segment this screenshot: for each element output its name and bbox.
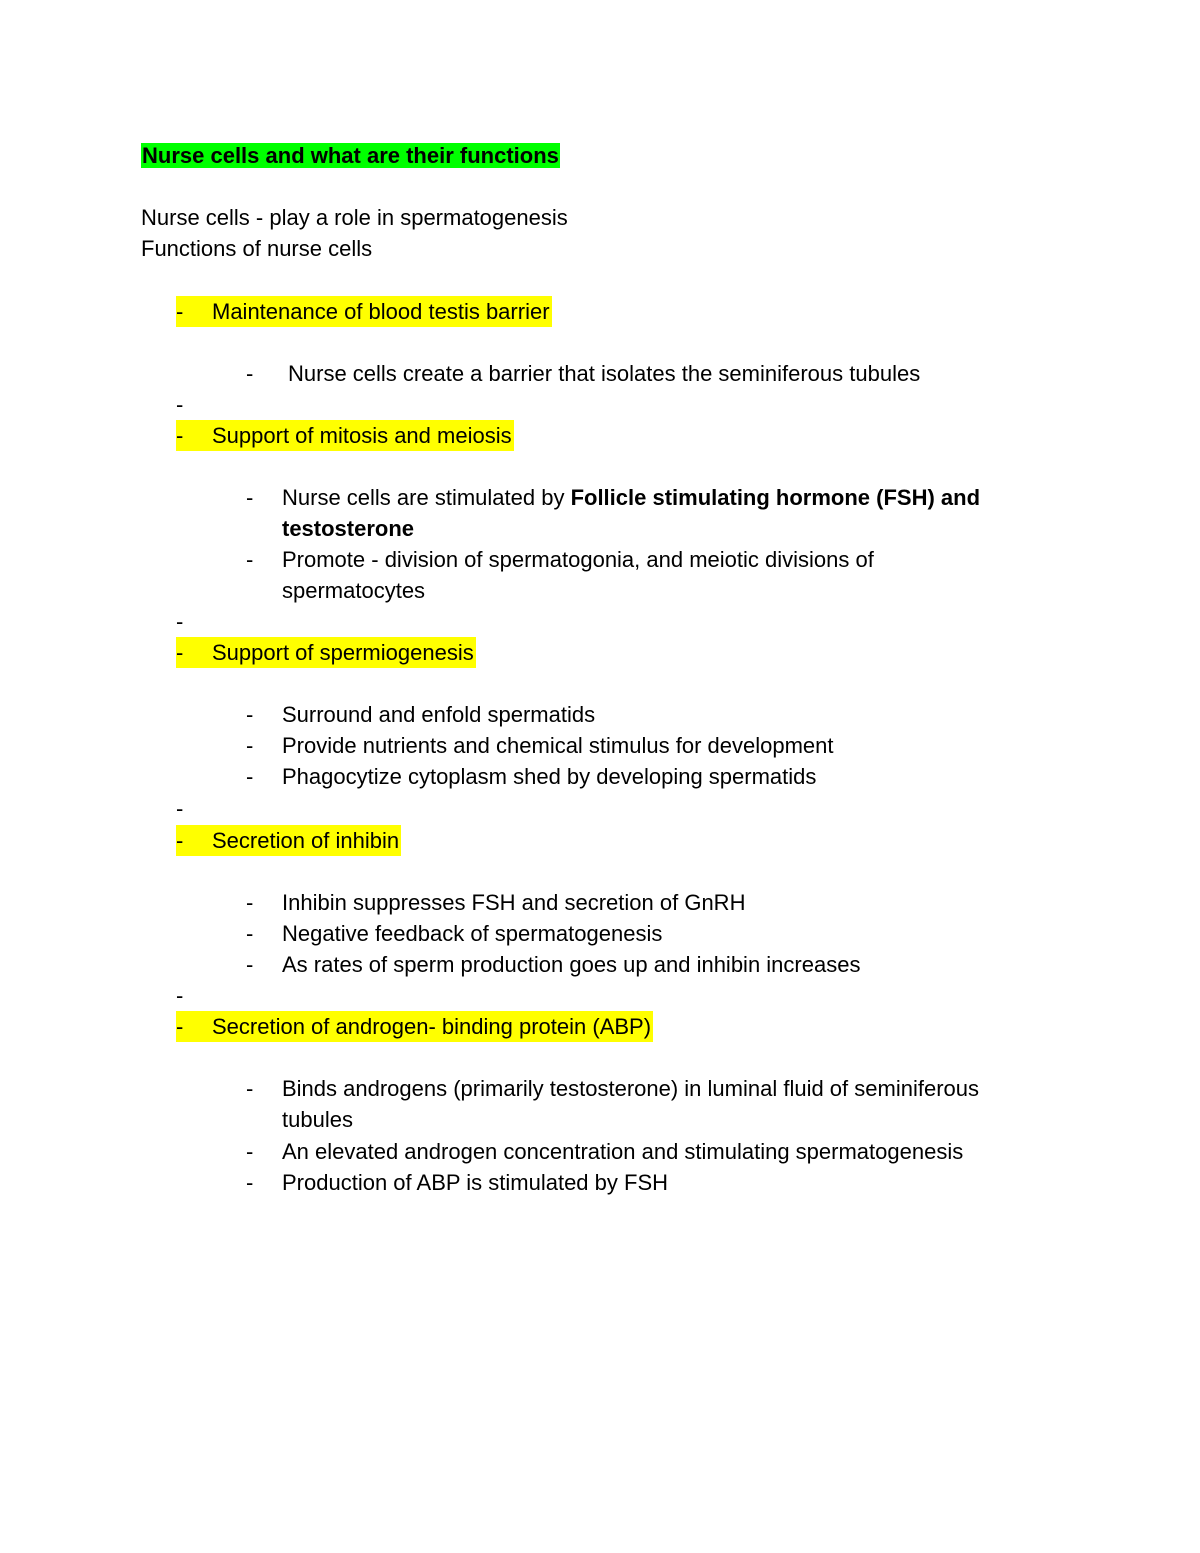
item-text: Promote - division of spermatogonia, and meiotic divisions of spermatocytes <box>282 547 874 603</box>
heading-text: Support of spermiogenesis <box>212 640 474 665</box>
empty-dash-line: - <box>176 796 184 821</box>
heading-dash: - <box>176 1014 184 1039</box>
intro-line-2: Functions of nurse cells <box>141 236 373 261</box>
item-dash: - <box>246 702 254 727</box>
item-text <box>282 482 1042 544</box>
intro-line-1: Nurse cells - play a role in spermatogenesis <box>141 205 568 230</box>
item-dash: - <box>246 547 254 572</box>
item-text: Binds androgens (primarily testosterone) in luminal fluid of seminiferous tubules <box>282 1076 979 1132</box>
heading-text: Support of mitosis and meiosis <box>212 423 512 448</box>
section-heading-2 <box>176 420 514 451</box>
heading-dash: - <box>176 299 184 324</box>
item-text: Provide nutrients and chemical stimulus for development <box>282 733 834 758</box>
empty-dash-line: - <box>176 392 184 417</box>
item-text: Production of ABP is stimulated by FSH <box>282 1170 668 1195</box>
empty-dash-line: - <box>176 983 184 1008</box>
item-text: Surround and enfold spermatids <box>282 702 596 727</box>
item-dash: - <box>246 485 254 510</box>
title-text: Nurse cells and what are their functions <box>142 143 559 168</box>
item-dash: - <box>246 1139 254 1164</box>
heading-text: Secretion of inhibin <box>212 828 400 853</box>
item-dash: - <box>246 1076 254 1101</box>
heading-text: Secretion of androgen- binding protein (ABP) <box>212 1014 652 1039</box>
heading-dash: - <box>176 828 184 853</box>
item-text: Nurse cells create a barrier that isolates the seminiferous tubules <box>288 361 921 386</box>
item-text: As rates of sperm production goes up and inhibin increases <box>282 952 861 977</box>
document-title <box>141 140 560 171</box>
heading-text: Maintenance of blood testis barrier <box>212 299 550 324</box>
heading-dash: - <box>176 640 184 665</box>
item-dash: - <box>246 1170 254 1195</box>
heading-dash: - <box>176 423 184 448</box>
item-text-prefix: Nurse cells are stimulated by <box>282 485 571 510</box>
item-text-bold: Follicle stimulating hormone (FSH) and testosterone <box>282 485 981 541</box>
item-dash: - <box>246 764 254 789</box>
section-heading-3 <box>176 637 476 668</box>
empty-dash-line: - <box>176 609 184 634</box>
item-dash: - <box>246 890 254 915</box>
item-dash: - <box>246 952 254 977</box>
item-text: Inhibin suppresses FSH and secretion of GnRH <box>282 890 746 915</box>
section-heading-4 <box>176 825 401 856</box>
section-heading-5 <box>176 1011 653 1042</box>
section-heading-1 <box>176 296 552 327</box>
item-dash: - <box>246 361 254 386</box>
item-dash: - <box>246 921 254 946</box>
item-text: Phagocytize cytoplasm shed by developing spermatids <box>282 764 817 789</box>
item-dash: - <box>246 733 254 758</box>
item-text: An elevated androgen concentration and stimulating spermatogenesis <box>282 1139 964 1164</box>
item-text: Negative feedback of spermatogenesis <box>282 921 663 946</box>
